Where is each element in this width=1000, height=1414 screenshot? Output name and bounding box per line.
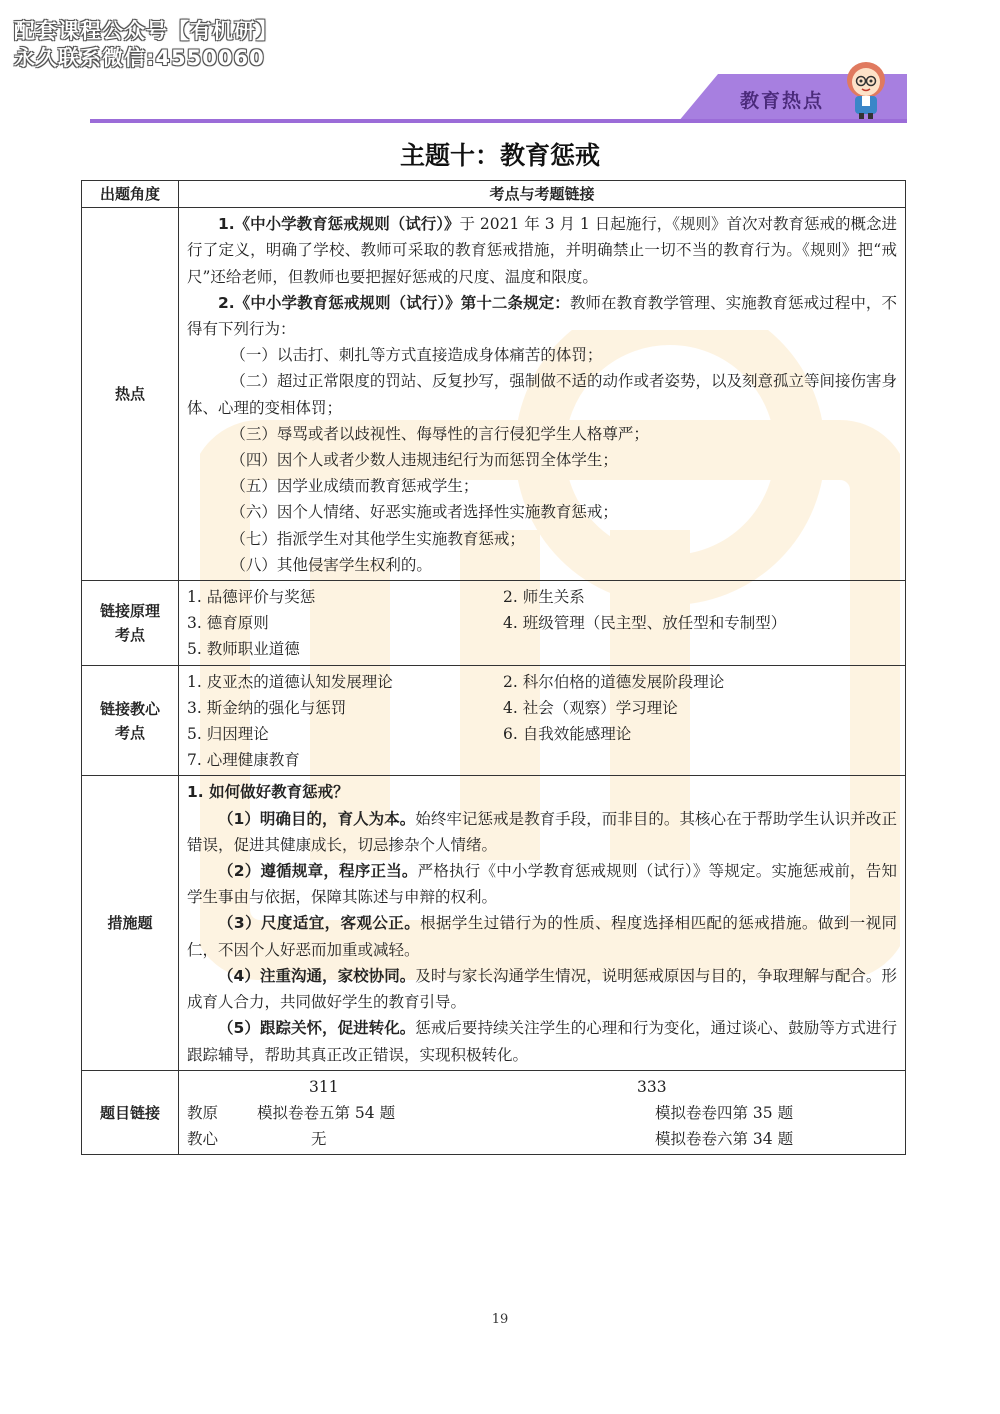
num-right: 333	[637, 1077, 667, 1096]
measure-point	[187, 806, 897, 858]
measures-label: 措施题	[82, 776, 179, 1070]
list-item: （七）指派学生对其他学生实施教育惩戒；	[230, 529, 525, 548]
watermark-line1: 配套课程公众号【有机研】	[14, 19, 278, 43]
table-header-row	[82, 181, 906, 208]
page-number: 19	[491, 1312, 509, 1327]
watermark-text	[14, 18, 278, 72]
list-item: （四）因个人或者少数人违规违纪行为而惩罚全体学生；	[230, 451, 618, 470]
list-item: 2. 科尔伯格的道德发展阶段理论	[503, 672, 725, 691]
measure-point-text: 始终牢记惩戒是教育手段，而非目的。其核心在于帮助学生认识并改正错误，促进其健康成长，切忌掺杂个人情绪。	[187, 809, 897, 854]
header-tab-label: 教育热点	[740, 90, 825, 112]
principle-content	[179, 581, 906, 666]
psych-content	[179, 665, 906, 776]
psych-label-line1: 链接教心	[99, 699, 160, 718]
measure-point-title: （5）跟踪关怀，促进转化。	[218, 1019, 416, 1038]
principle-row	[82, 581, 906, 666]
col2-header: 考点与考题链接	[179, 181, 906, 208]
col1-header: 出题角度	[82, 181, 179, 208]
link-left: 模拟卷卷五第 54 题	[257, 1103, 396, 1122]
link-right: 模拟卷卷六第 34 题	[655, 1130, 794, 1149]
list-item: 4. 班级管理（民主型、放任型和专制型）	[503, 614, 787, 633]
measure-point-text: 及时与家长沟通学生情况，说明惩戒原因与目的，争取理解与配合。形成育人合力，共同做好学生的教育引导。	[187, 966, 897, 1012]
watermark-line2: 永久联系微信:4550060	[14, 46, 265, 70]
list-item: 6. 自我效能感理论	[503, 725, 632, 744]
measure-point-title: （2）遵循规章，程序正当。	[218, 862, 418, 881]
hot-label: 热点	[82, 208, 179, 581]
list-item: （六）因个人情绪、好恶实施或者选择性实施教育惩戒；	[230, 503, 618, 522]
hot-p1-text: 于 2021 年 3 月 1 日起施行，《规则》首次对教育惩戒的概念进行了定义，明确了学校、教师可采取的教育惩戒措施，并明确禁止一切不当的教育行为。《规则》把“戒尺”还给老师，但教师也要把握好惩戒的尺度、温度和限度。	[187, 215, 897, 286]
hot-content	[179, 208, 906, 581]
measure-point	[187, 963, 897, 1015]
measure-point-text: 严格执行《中小学教育惩戒规则（试行）》等规定。实施惩戒前，告知学生事由与依据，保障其陈述与申辩的权利。	[187, 862, 897, 907]
list-item: 7. 心理健康教育	[187, 751, 300, 770]
psych-label	[82, 665, 179, 776]
link-left: 无	[311, 1130, 327, 1149]
principle-label-line1: 链接原理	[99, 601, 160, 620]
psych-row	[82, 665, 906, 776]
list-item: （五）因学业成绩而教育惩戒学生；	[230, 477, 479, 496]
links-label: 题目链接	[82, 1070, 179, 1155]
measure-point	[187, 910, 897, 962]
list-item: 5. 教师职业道德	[187, 640, 300, 659]
links-row	[82, 1070, 906, 1155]
hot-row	[82, 208, 906, 581]
list-item: 1. 品德评价与奖惩	[187, 588, 316, 607]
hot-p2-text: 教师在教育教学管理、实施教育惩戒过程中，不得有下列行为：	[187, 293, 897, 339]
list-item: （二）超过正常限度的罚站、反复抄写，强制做不适的动作或者姿势，以及刻意孤立等间接伤害身体、心理的变相体罚；	[187, 372, 897, 417]
measures-row	[82, 776, 906, 1070]
topic-table	[81, 180, 906, 1155]
links-content	[179, 1070, 906, 1155]
header-line	[90, 119, 907, 123]
principle-label-line2: 考点	[114, 625, 145, 644]
list-item: （三）辱骂或者以歧视性、侮辱性的言行侵犯学生人格尊严；	[230, 424, 649, 443]
link-category: 教心	[187, 1130, 219, 1149]
measures-content	[179, 776, 906, 1070]
measure-point-title: （4）注重沟通，家校协同。	[218, 966, 416, 985]
hot-p1-bold: 1.《中小学教育惩戒规则（试行）》	[218, 215, 460, 234]
page-title: 主题十：教育惩戒	[399, 141, 600, 170]
measures-question: 1. 如何做好教育惩戒？	[187, 783, 349, 802]
num-left: 311	[309, 1077, 339, 1096]
list-item: 2. 师生关系	[503, 588, 585, 607]
measure-point-text: 惩戒后要持续关注学生的心理和行为变化，通过谈心、鼓励等方式进行跟踪辅导，帮助其真正改正错误，实现积极转化。	[187, 1019, 897, 1064]
principle-label	[82, 581, 179, 666]
list-item: 1. 皮亚杰的道德认知发展理论	[187, 672, 393, 691]
list-item: （一）以击打、刺扎等方式直接造成身体痛苦的体罚；	[230, 346, 603, 365]
hot-p2-bold: 2.《中小学教育惩戒规则（试行）》第十二条规定：	[218, 293, 570, 312]
list-item: 3. 斯金纳的强化与惩罚	[187, 698, 347, 717]
list-item: 5. 归因理论	[187, 725, 269, 744]
measure-point	[187, 858, 897, 910]
psych-label-line2: 考点	[114, 723, 145, 742]
list-item: 3. 德育原则	[187, 614, 269, 633]
link-right: 模拟卷卷四第 35 题	[655, 1103, 794, 1122]
measure-point-title: （1）明确目的，育人为本。	[218, 809, 416, 828]
teacher-mascot-icon	[840, 58, 892, 120]
measure-point-text: 根据学生过错行为的性质、程度选择相匹配的惩戒措施。做到一视同仁，不因个人好恶而加重或减轻。	[187, 914, 897, 959]
measure-point	[187, 1015, 897, 1067]
list-item: 4. 社会（观察）学习理论	[503, 698, 678, 717]
measure-point-title: （3）尺度适宜，客观公正。	[218, 914, 421, 933]
list-item: （八）其他侵害学生权利的。	[230, 555, 432, 574]
link-category: 教原	[187, 1103, 219, 1122]
